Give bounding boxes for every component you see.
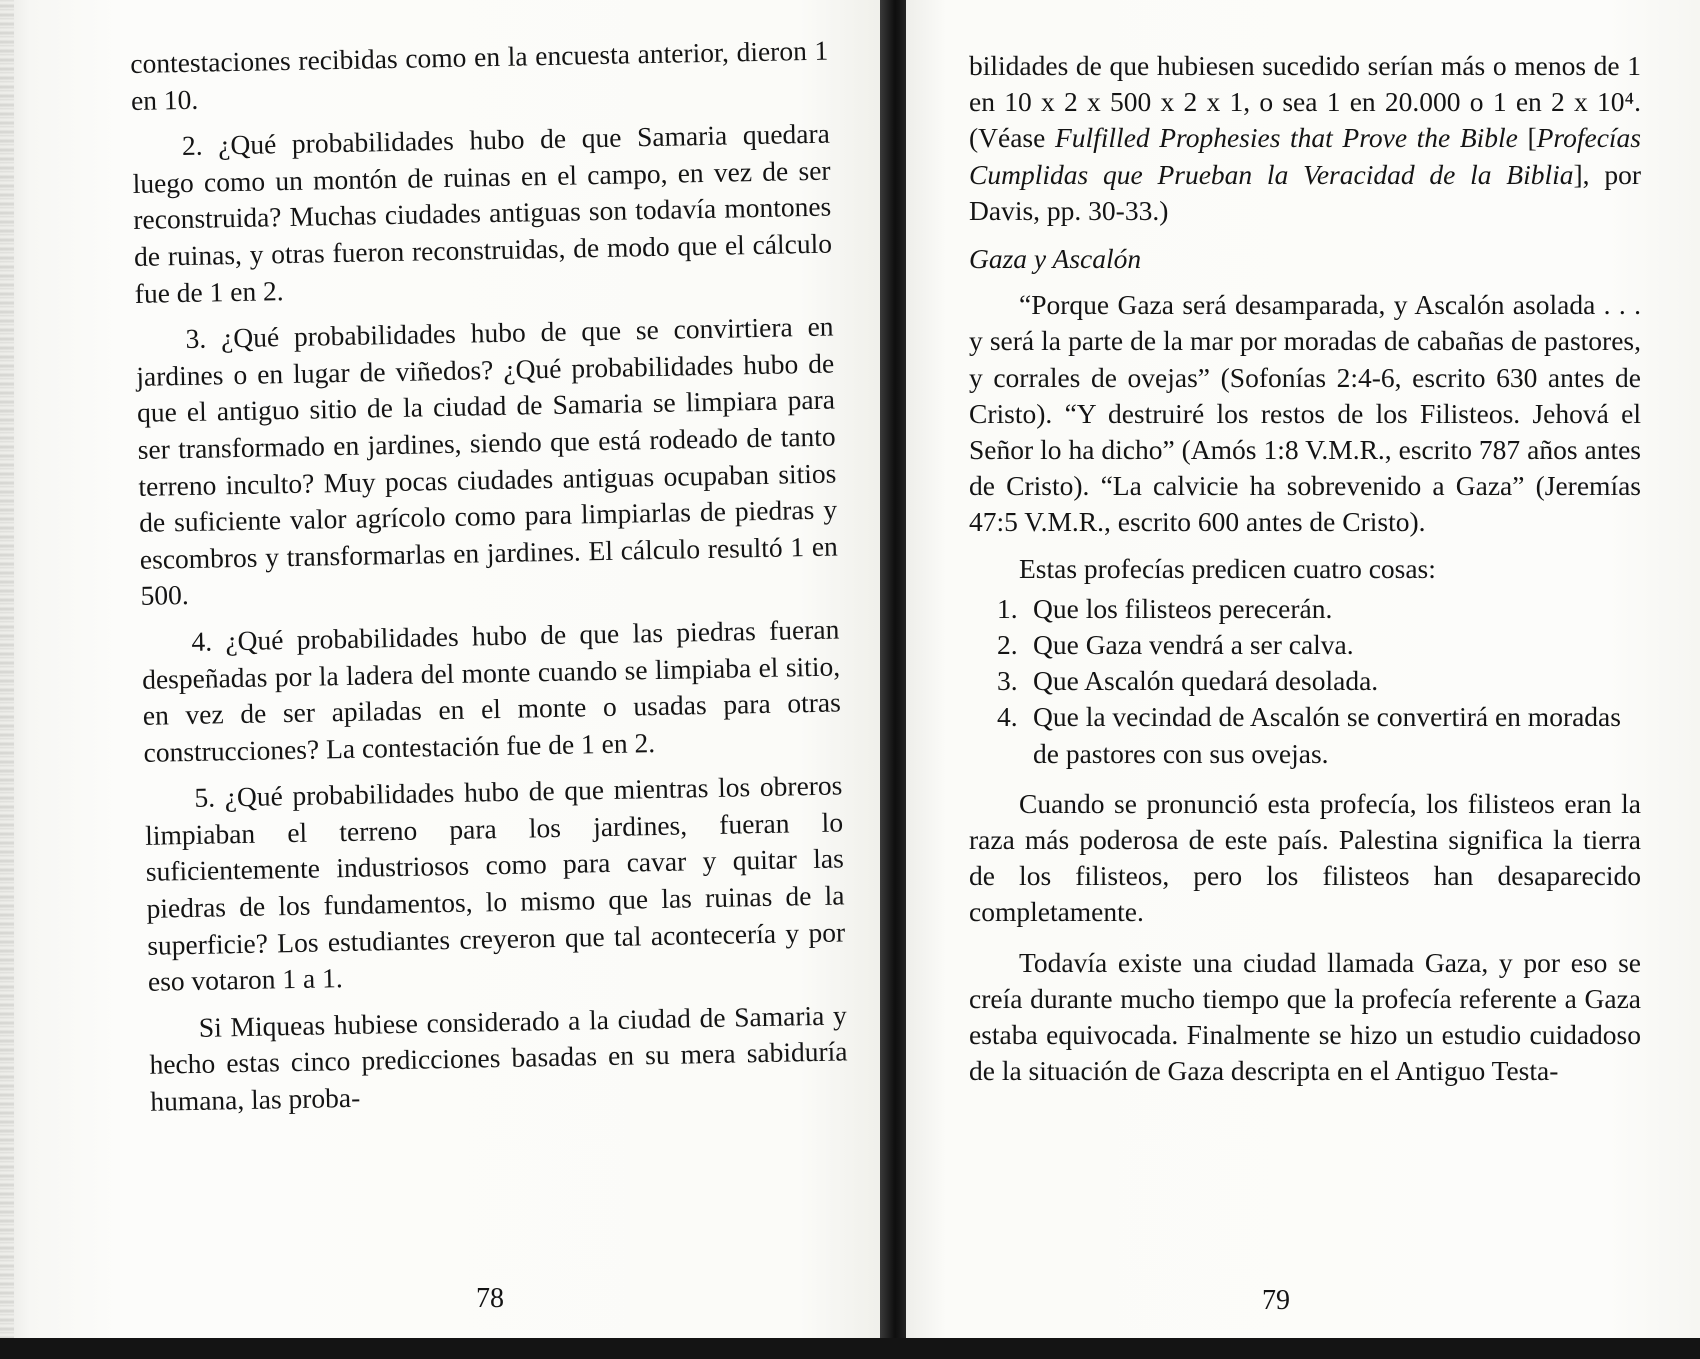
list-number: 4. [997, 701, 1018, 733]
list-item [969, 591, 1641, 627]
paragraph: Si Miqueas hubiese considerado a la ciudad de Samaria y hecho estas cinco predicciones basadas en su mera sabiduría humana, las proba- [149, 999, 848, 1117]
book-title-translation: Profecías Cumplidas que Prueban la Veracidad de la Biblia [969, 122, 1641, 190]
list-item [969, 627, 1641, 663]
right-page-text [969, 48, 1641, 1089]
section-heading: Gaza y Ascalón [969, 243, 1142, 275]
paragraph: Todavía existe una ciudad llamada Gaza, y por eso se creía durante mucho tiempo que la profecía referente a Gaza estaba equivocada. Finalmente se hizo un estudio cuidadoso de la situación de Gaza descripta en el Antiguo Testa- [969, 946, 1641, 1087]
paragraph: Cuando se pronunció esta profecía, los filisteos eran la raza más poderosa de este país. Palestina significa la tierra de los filisteos, pero los filisteos han desaparecido completamente. [969, 787, 1641, 928]
prophecy-list [969, 591, 1641, 772]
paragraph: 4. ¿Qué probabilidades hubo de que las piedras fueran despeñadas por la ladera del monte cuando se limpiaba el sitio, en vez de ser apiladas en el monte o usadas para otras construcciones? La contestación fue de 1 en 2. [141, 613, 842, 768]
page-edge-texture [0, 0, 14, 1359]
list-number: 2. [997, 629, 1018, 661]
list-text: Que Ascalón quedará desolada. [1033, 665, 1379, 697]
intro-text: ], por Davis, pp. 30-33.) [969, 158, 1641, 226]
paragraph: “Porque Gaza será desamparada, y Ascalón asolada . . . y será la parte de la mar por moradas de cabañas de pastores, y corrales de ovejas” (Sofonías 2:4-6, escrito 630 antes de Cristo). “Y destruiré los restos de los Filisteos. Jehová el Señor lo ha dicho” (Amós 1:8 V.M.R., escrito 787 años antes de Cristo). “La calvicie ha sobrevenido a Gaza” (Jeremías 47:5 V.M.R., escrito 600 antes de Cristo). [969, 289, 1641, 538]
intro-text: bilidades de que hubiesen sucedido serían más o menos de 1 en 10 x 2 x 500 x 2 x 1, o sea 1 en 20.000 o 1 en 2 x 10⁴. (Véase [969, 50, 1641, 154]
paragraph [969, 48, 1641, 229]
paragraph: 3. ¿Qué probabilidades hubo de que se convirtiera en jardines o en lugar de viñedos? ¿Qué probabilidades hubo de que el antiguo sitio de la ciudad de Samaria se limpiara para ser transformado en jardines, siendo que está rodeado de tanto terreno inculto? Muy pocas ciudades antiguas ocupaban sitios de suficiente valor agrícolo como para limpiarlas de piedras y escombros y transformarlas en jardines. El cálculo resultó 1 en 500. [136, 310, 839, 612]
paragraph: 5. ¿Qué probabilidades hubo de que mientras los obreros limpiaban el terreno para los jardines, fueran lo suficientemente industriosos como para cavar y quitar las piedras de los fundamentos, lo mismo que las ruinas de la superficie? Los estudiantes creyeron que tal acontecería y por eso votaron 1 a 1. [144, 769, 846, 998]
paragraph: 2. ¿Qué probabilidades hubo de que Samaria quedara luego como un montón de ruinas en el campo, en vez de ser reconstruida? Muchas ciudades antiguas son todavía montones de ruinas, y otras fueron reconstruidas, de modo que el cálculo fue de 1 en 2. [132, 117, 833, 309]
list-item [969, 663, 1641, 699]
intro-text: [ [1517, 122, 1537, 154]
paragraph: contestaciones recibidas como en la encuesta anterior, dieron 1 en 10. [130, 34, 829, 116]
list-text: Que Gaza vendrá a ser calva. [1033, 629, 1354, 661]
left-page-text [130, 33, 849, 1121]
list-text: Que la vecindad de Ascalón se convertirá en moradas de pastores con sus ovejas. [1033, 701, 1621, 769]
list-number: 1. [997, 592, 1018, 624]
list-item [969, 699, 1641, 771]
scan-bottom-edge [0, 1338, 1700, 1359]
page-number: 78 [476, 1283, 504, 1314]
page-number: 79 [1262, 1285, 1290, 1316]
book-title: Fulfilled Prophesies that Prove the Bible [1054, 122, 1518, 154]
list-text: Que los filisteos perecerán. [1033, 592, 1333, 624]
right-page [906, 0, 1700, 1359]
list-number: 3. [997, 665, 1018, 697]
list-intro: Estas profecías predicen cuatro cosas: [1019, 552, 1436, 584]
